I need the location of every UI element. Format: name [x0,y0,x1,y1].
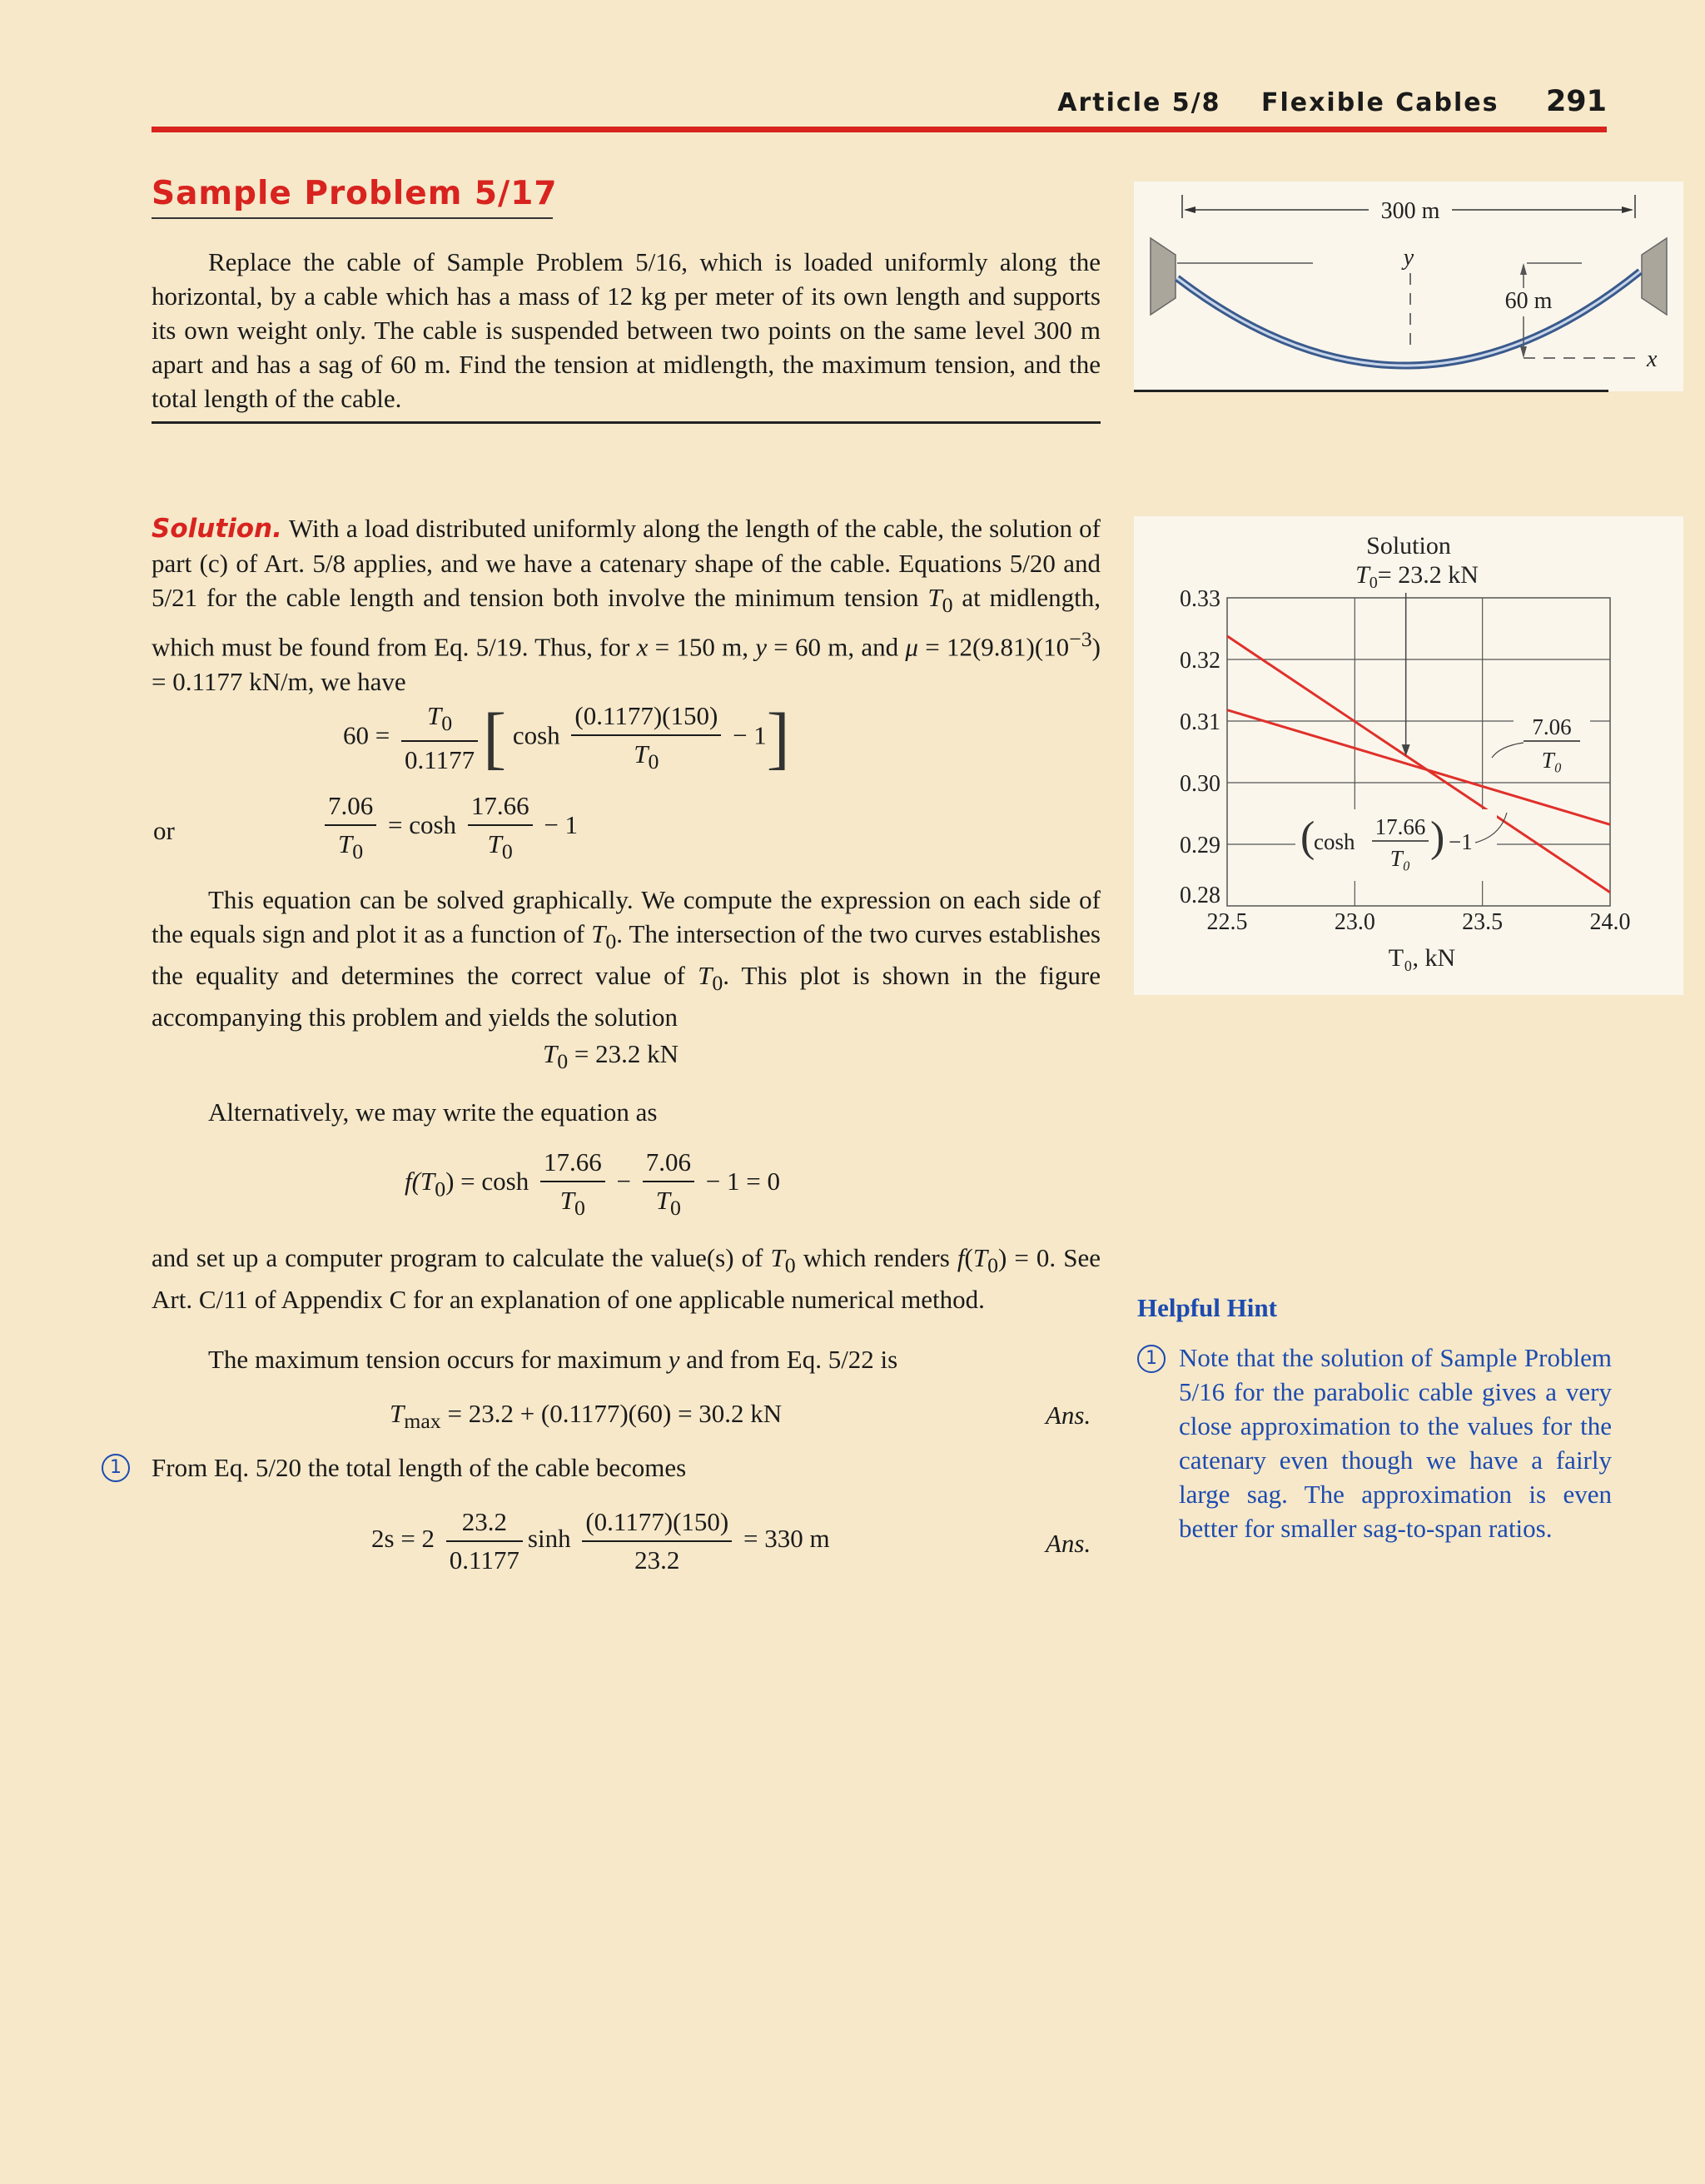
left-support [1151,238,1176,315]
hint-body [1137,1341,1612,1545]
computer-program-text: and set up a computer program to calculate the value(s) of $T_0$ which renders $f(T_0) = 0$. See Art. C/11 of Appendix C for an explanation of one applicable numerical method. [152,1243,1101,1315]
y-tick-label: 0.29 [1180,833,1220,858]
max-tension-intro: The maximum tension occurs for maximum y and from Eq. 5/22 is [208,1345,898,1374]
length-equation: 2s = 2 $\frac{23.2}{0.1177}$ sinh $\frac{(0.1177)(150)}{23.2}$ = 330 m [371,1507,830,1575]
chart-subtitle: $T_0= 23.2$ kN [1355,561,1479,592]
equation-1: 60 = $\frac{T_0}{0.1177}$ [ cosh $\frac{(0.1177)(150)}{T_0}$ − 1] [343,699,790,777]
y-tick-label: 0.32 [1180,648,1220,674]
label-cosh-den: T₀ [1389,846,1411,871]
problem-statement: Replace the cable of Sample Problem 5/16, which is loaded uniformly along the horizontal, by a cable which has a mass of 12 kg per meter of its own length and supports its own weight only. The cable is suspended between two points on the same level 300 m apart and has a sag of 60 m. Find the tension at midlength, the maximum tension, and the total length of the cable. [152,247,1101,413]
solution-chart [1134,516,1683,995]
label-7-06-num: 7.06 [1532,714,1572,739]
article-label: Article 5/8 [1057,88,1221,117]
span-label: 300 m [1380,198,1440,224]
tmax-equation: $T_{max} = 23.2 + (0.1177)(60) = 30.2$ kN [390,1399,783,1434]
header-rule [152,127,1607,132]
label-cosh-num: 17.66 [1374,814,1426,839]
y-tick-label: 0.30 [1180,771,1220,797]
x-tick-label: 22.5 [1206,909,1248,935]
y-axis-label: y [1403,245,1414,271]
section-title: Flexible Cables [1260,88,1499,117]
solution-intro: Solution. With a load distributed uniformly along the length of the cable, the solution of part (c) of Art. 5/8 applies, and we have a catenary shape of the cable. Equations 5/20 and 5/21 for the cable length and tension both involve the minimum tension $T_0$ at midlength, which must be found from Eq. 5/19. Thus, for x = 150 m, y = 60 m, and $\mu = 12(9.81)(10^{-3}) = 0.1177$ kN/m, we have [152,514,1101,696]
hint-number-marker: 1 [1137,1345,1166,1373]
problem-rule [152,421,1101,424]
y-tick-label: 0.28 [1180,883,1220,908]
hint-title: Helpful Hint [1137,1293,1277,1322]
t0-result: $T_0 = 23.2$ kN [543,1039,679,1074]
x-tick-label: 23.0 [1334,909,1375,935]
x-tick-label: 23.5 [1462,909,1504,935]
eq1-cosh-argument: $\frac{(0.1177)(150)}{T_0}$ [571,701,721,774]
equation-2: $\frac{7.06}{T_0}$ = cosh $\frac{17.66}{T_0}$ − 1 [320,791,578,864]
sample-problem-title: Sample Problem 5/17 [152,175,558,212]
title-underline [152,217,553,219]
cable-diagram [1134,182,1683,391]
chart-xlabel: T₀, kN [1388,944,1456,972]
chart-title: Solution [1366,532,1451,560]
right-support [1642,238,1667,315]
label-7-06-den: T₀ [1541,748,1563,773]
label-cosh-paren-l: ( [1300,813,1315,861]
cable-figure [1134,182,1683,391]
y-tick-label: 0.31 [1180,709,1220,735]
sag-label: 60 m [1504,288,1553,314]
answer-label-length: Ans. [1046,1529,1091,1558]
equation-3: $f(T_0) = \cosh$ $\frac{17.66}{T_0}$ − $\frac{7.06}{T_0}$ − 1 = 0 [405,1147,780,1221]
page-number: 291 [1545,85,1607,118]
eq1-t0-fraction: $\frac{T_0}{0.1177}$ [401,701,478,774]
x-axis-label: x [1647,346,1658,372]
length-intro: 1 From Eq. 5/20 the total length of the cable becomes [152,1450,686,1485]
hint-ref-marker: 1 [102,1454,130,1482]
label-cosh-paren-r: ) [1430,813,1445,861]
label-cosh-text: cosh [1314,829,1355,854]
or-label: or [153,816,175,845]
label-cosh-minus-one: −1 [1449,829,1473,854]
solution-label: Solution. [152,514,282,544]
running-head [1057,85,1607,118]
hint-text: Note that the solution of Sample Problem 5/16 for the parabolic cable gives a very close approximation to the values for the catenary even though we have a fairly large sag. The approximation is even better for smaller sag-to-span ratios. [1179,1343,1612,1543]
figure-rule [1134,390,1608,392]
y-tick-label: 0.33 [1180,586,1220,612]
answer-label-tmax: Ans. [1046,1400,1091,1430]
graphical-method-text: This equation can be solved graphically. We compute the expression on each side of the equals sign and plot it as a function of $T_0$. The intersection of the two curves establishes the equality and determines the correct value of $T_0$. This plot is shown in the figure accompanying this problem and yields the solution [152,885,1101,1032]
chart-svg [1134,516,1683,995]
alternatively-text: Alternatively, we may write the equation as [208,1097,658,1127]
x-tick-label: 24.0 [1589,909,1631,935]
